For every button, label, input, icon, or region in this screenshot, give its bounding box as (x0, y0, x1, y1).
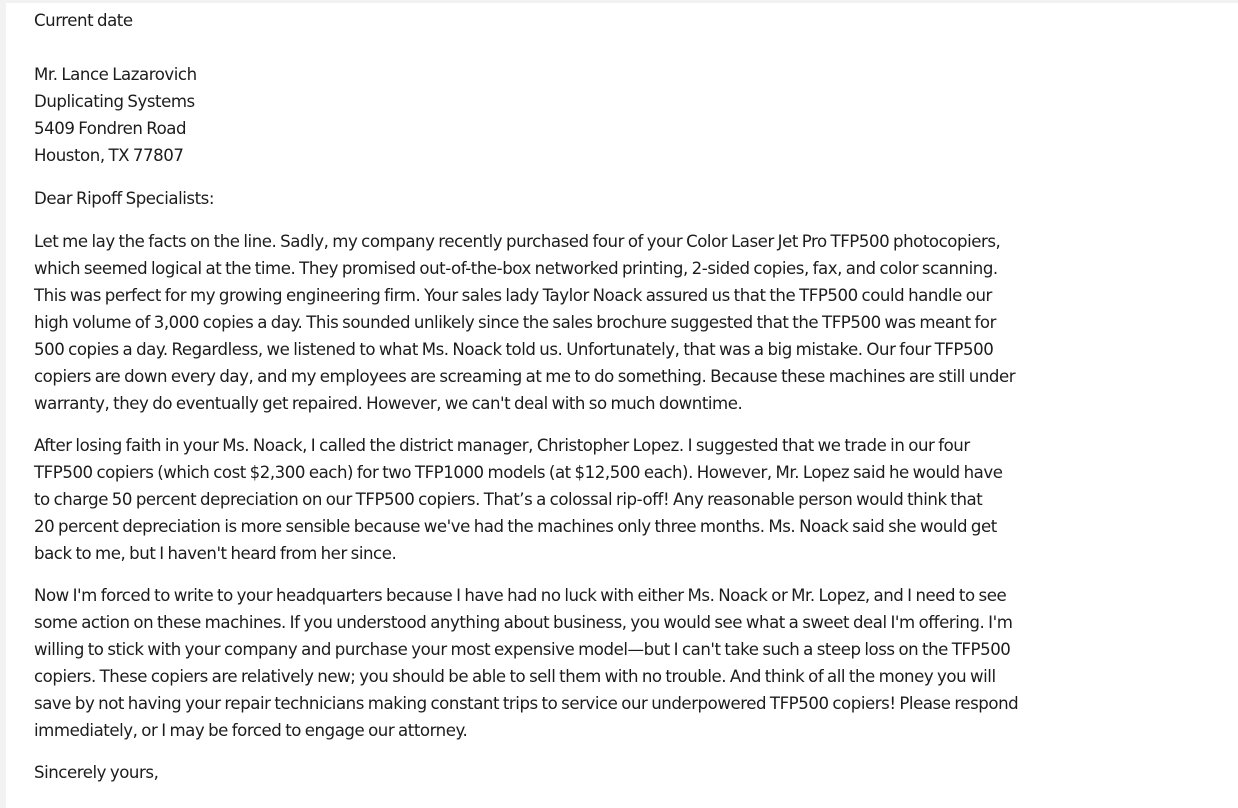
document-page (6, 3, 1238, 808)
paragraph-line: Let me lay the facts on the line. Sadly, my company recently purchased four of your Color Laser Jet Pro TFP500 photocopiers, (34, 232, 1001, 251)
paragraph-line: warranty, they do eventually get repaired. However, we can't deal with so much downtime. (34, 394, 743, 413)
address-line: Houston, TX 77807 (34, 146, 184, 165)
paragraph-line: immediately, or I may be forced to engage our attorney. (34, 721, 468, 740)
letter-body (34, 7, 1238, 786)
paragraph-2 (34, 432, 1238, 567)
letter-date: Current date (34, 11, 133, 30)
address-line: Duplicating Systems (34, 92, 195, 111)
paragraph-line: 500 copies a day. Regardless, we listened to what Ms. Noack told us. Unfortunately, that was a big mistake. Our four TFP500 (34, 340, 994, 359)
paragraph-1 (34, 228, 1238, 417)
paragraph-line: some action on these machines. If you understood anything about business, you would see what a sweet deal I'm offering. I'm (34, 613, 1013, 632)
paragraph-line: save by not having your repair technicians making constant trips to service our underpowered TFP500 copiers! Please respond (34, 694, 1019, 713)
paragraph-line: After losing faith in your Ms. Noack, I called the district manager, Christopher Lopez. I suggested that we trade in our four (34, 436, 970, 455)
paragraph-line: high volume of 3,000 copies a day. This sounded unlikely since the sales brochure suggested that the TFP500 was meant for (34, 313, 996, 332)
address-line: Mr. Lance Lazarovich (34, 65, 197, 84)
address-line: 5409 Fondren Road (34, 119, 187, 138)
paragraph-line: TFP500 copiers (which cost $2,300 each) for two TFP1000 models (at $12,500 each). However, Mr. Lopez said he would have (34, 463, 1003, 482)
paragraph-line: which seemed logical at the time. They promised out-of-the-box networked printing, 2-sided copies, fax, and color scanning. (34, 259, 998, 278)
paragraph-line: copiers. These copiers are relatively new; you should be able to sell them with no trouble. And think of all the money you will (34, 667, 996, 686)
recipient-address (34, 61, 1238, 169)
paragraph-line: back to me, but I haven't heard from her since. (34, 544, 397, 563)
closing: Sincerely yours, (34, 763, 159, 782)
paragraph-line: Now I'm forced to write to your headquarters because I have had no luck with either Ms. Noack or Mr. Lopez, and I need to see (34, 586, 1007, 605)
paragraph-line: copiers are down every day, and my employees are screaming at me to do something. Because these machines are still under (34, 367, 1016, 386)
paragraph-line: to charge 50 percent depreciation on our TFP500 copiers. That’s a colossal rip-off! Any reasonable person would think that (34, 490, 983, 509)
paragraph-line: willing to stick with your company and purchase your most expensive model—but I can't take such a steep loss on the TFP500 (34, 640, 1011, 659)
salutation: Dear Ripoff Specialists: (34, 189, 215, 208)
paragraph-3 (34, 582, 1238, 744)
paragraph-line: 20 percent depreciation is more sensible because we've had the machines only three months. Ms. Noack said she would get (34, 517, 997, 536)
paragraph-line: This was perfect for my growing engineering firm. Your sales lady Taylor Noack assured us that the TFP500 could handle our (34, 286, 992, 305)
